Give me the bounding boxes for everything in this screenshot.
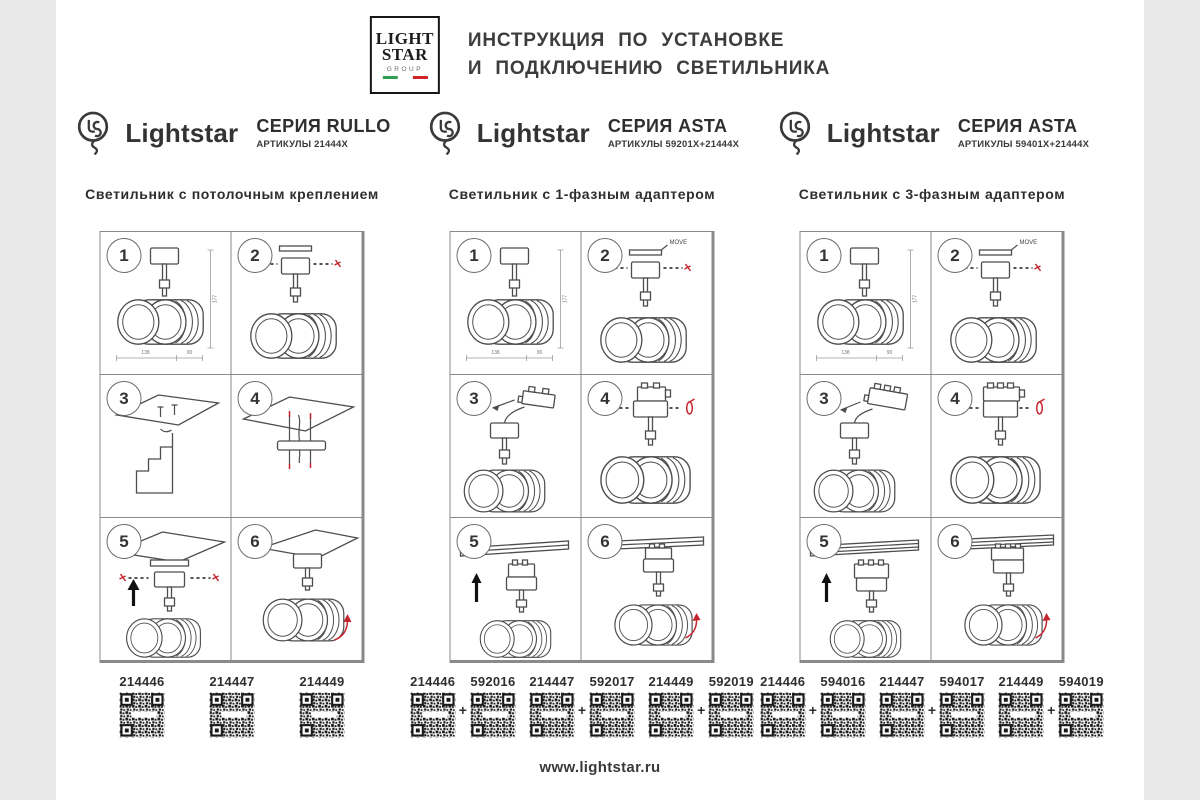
step-number: 4 xyxy=(588,381,623,416)
step-number: 1 xyxy=(107,238,142,273)
dim-width-label: 138 xyxy=(491,350,500,356)
qr-code xyxy=(760,692,806,738)
qr-unit xyxy=(998,674,1044,738)
qr-unit xyxy=(119,674,165,738)
step-cell-1 xyxy=(451,232,581,374)
step-grid xyxy=(450,231,715,663)
qr-code xyxy=(708,692,754,738)
qr-code xyxy=(939,692,985,738)
qr-code xyxy=(820,692,866,738)
qr-article-number: 214446 xyxy=(410,674,456,689)
step-number: 3 xyxy=(457,381,492,416)
qr-article-number: 214447 xyxy=(879,674,925,689)
lightstar-bulb-icon xyxy=(73,110,113,156)
step-number: 6 xyxy=(938,524,973,559)
qr-code xyxy=(119,692,165,738)
qr-article-number: 592019 xyxy=(708,674,754,689)
step-number: 5 xyxy=(807,524,842,559)
step-cell-4 xyxy=(932,375,1062,517)
step-cell-5 xyxy=(801,518,931,660)
step-cell-6 xyxy=(582,518,712,660)
dim-width2-label: 90 xyxy=(186,350,193,356)
step-number: 1 xyxy=(457,238,492,273)
step-cell-5 xyxy=(451,518,581,660)
qr-code xyxy=(299,692,345,738)
qr-code xyxy=(470,692,516,738)
qr-pair xyxy=(648,674,754,738)
dim-height-label: 177 xyxy=(212,294,219,304)
qr-row xyxy=(72,674,392,738)
qr-article-number: 594019 xyxy=(1058,674,1104,689)
step-cell-5 xyxy=(101,518,231,660)
step-number: 1 xyxy=(807,238,842,273)
qr-code xyxy=(1058,692,1104,738)
series-title: СЕРИЯ RULLO xyxy=(256,116,391,136)
qr-article-number: 214447 xyxy=(209,674,255,689)
plus-sign: + xyxy=(927,702,937,718)
step-number: 2 xyxy=(588,238,623,273)
italian-flag-bar xyxy=(382,76,427,79)
page-title: ИНСТРУКЦИЯ ПО УСТАНОВКЕ И ПОДКЛЮЧЕНИЮ СВЕТИЛЬНИКА xyxy=(467,30,831,79)
qr-unit xyxy=(529,674,575,738)
qr-code xyxy=(879,692,925,738)
step-number: 2 xyxy=(238,238,273,273)
step-grid xyxy=(100,231,365,663)
step-cell-4 xyxy=(232,375,362,517)
step-number: 6 xyxy=(588,524,623,559)
qr-unit xyxy=(410,674,456,738)
series-articles: АРТИКУЛЫ 21444X xyxy=(256,139,349,150)
series-title: СЕРИЯ ASTA xyxy=(607,116,728,136)
qr-article-number: 592017 xyxy=(589,674,635,689)
qr-pair xyxy=(998,674,1104,738)
column-subtitle: Светильник с 3-фазным адаптером xyxy=(798,186,1066,202)
header xyxy=(370,16,830,94)
plus-sign: + xyxy=(1047,702,1056,718)
qr-article-number: 594016 xyxy=(820,674,866,689)
qr-pair xyxy=(879,674,985,738)
step-cell-1 xyxy=(801,232,931,374)
step-cell-6 xyxy=(232,518,362,660)
dim-width2-label: 90 xyxy=(886,350,893,356)
qr-unit xyxy=(1058,674,1104,738)
move-label: MOVE xyxy=(669,240,688,246)
qr-code xyxy=(209,692,255,738)
qr-code xyxy=(410,692,456,738)
qr-unit xyxy=(939,674,985,738)
brand-row xyxy=(72,104,392,162)
qr-article-number: 214449 xyxy=(299,674,345,689)
logo-line: GROUP xyxy=(386,65,424,73)
step-number: 4 xyxy=(938,381,973,416)
column-asta-3phase xyxy=(760,104,1104,718)
qr-code xyxy=(589,692,635,738)
qr-code xyxy=(529,692,575,738)
column-subtitle: Светильник с 1-фазным адаптером xyxy=(448,186,716,202)
plus-sign: + xyxy=(808,702,817,718)
step-cell-2 xyxy=(582,232,712,374)
lightstar-group-logo xyxy=(370,16,440,94)
dim-width-label: 138 xyxy=(841,350,850,356)
plus-sign: + xyxy=(697,702,706,718)
step-cell-4 xyxy=(582,375,712,517)
step-number: 3 xyxy=(107,381,142,416)
step-cell-3 xyxy=(801,375,931,517)
brand-row xyxy=(422,104,742,162)
logo-line: LIGHT xyxy=(375,29,434,49)
instruction-sheet xyxy=(56,0,1144,800)
qr-unit xyxy=(299,674,345,738)
series-articles: АРТИКУЛЫ 59201X+21444X xyxy=(607,139,740,150)
qr-pair xyxy=(410,674,516,738)
step-cell-6 xyxy=(932,518,1062,660)
dim-height-label: 177 xyxy=(562,294,569,304)
step-cell-2 xyxy=(932,232,1062,374)
dim-width2-label: 90 xyxy=(536,350,543,356)
qr-row xyxy=(410,674,754,738)
series-title: СЕРИЯ ASTA xyxy=(957,116,1078,136)
move-label: MOVE xyxy=(1019,240,1038,246)
qr-unit xyxy=(879,674,925,738)
qr-unit xyxy=(470,674,516,738)
qr-pair xyxy=(760,674,866,738)
footer-url: www.lightstar.ru xyxy=(539,759,661,776)
brand-row xyxy=(772,104,1092,162)
lightstar-wordmark: Lightstar xyxy=(826,117,940,148)
step-number: 4 xyxy=(238,381,273,416)
logo-line: STAR xyxy=(381,45,428,64)
lightstar-bulb-icon xyxy=(425,110,465,156)
qr-article-number: 594017 xyxy=(939,674,985,689)
column-rullo xyxy=(72,104,392,689)
series-articles: АРТИКУЛЫ 59401X+21444X xyxy=(957,139,1090,150)
step-number: 2 xyxy=(938,238,973,273)
step-number: 3 xyxy=(807,381,842,416)
lightstar-wordmark: Lightstar xyxy=(125,117,239,148)
qr-unit xyxy=(648,674,694,738)
qr-row xyxy=(760,674,1104,738)
step-cell-1 xyxy=(101,232,231,374)
step-cell-2 xyxy=(232,232,362,374)
qr-unit xyxy=(708,674,754,738)
qr-unit xyxy=(820,674,866,738)
qr-unit xyxy=(760,674,806,738)
qr-article-number: 214446 xyxy=(119,674,165,689)
qr-article-number: 214449 xyxy=(648,674,694,689)
qr-article-number: 214447 xyxy=(529,674,575,689)
qr-unit xyxy=(589,674,635,738)
step-cell-3 xyxy=(101,375,231,517)
qr-code xyxy=(648,692,694,738)
step-number: 5 xyxy=(457,524,492,559)
qr-article-number: 214449 xyxy=(998,674,1044,689)
step-number: 6 xyxy=(238,524,273,559)
column-subtitle: Светильник с потолочным креплением xyxy=(85,186,379,202)
qr-unit xyxy=(209,674,255,738)
dim-height-label: 177 xyxy=(912,294,919,304)
lightstar-wordmark: Lightstar xyxy=(476,117,590,148)
qr-pair xyxy=(529,674,635,738)
qr-code xyxy=(998,692,1044,738)
column-asta-1phase xyxy=(410,104,754,718)
plus-sign: + xyxy=(458,702,467,718)
lightstar-bulb-icon xyxy=(775,110,815,156)
qr-article-number: 214446 xyxy=(760,674,806,689)
step-number: 5 xyxy=(107,524,142,559)
step-grid xyxy=(800,231,1065,663)
dim-width-label: 138 xyxy=(141,350,150,356)
plus-sign: + xyxy=(577,702,587,718)
step-cell-3 xyxy=(451,375,581,517)
qr-article-number: 592016 xyxy=(470,674,516,689)
